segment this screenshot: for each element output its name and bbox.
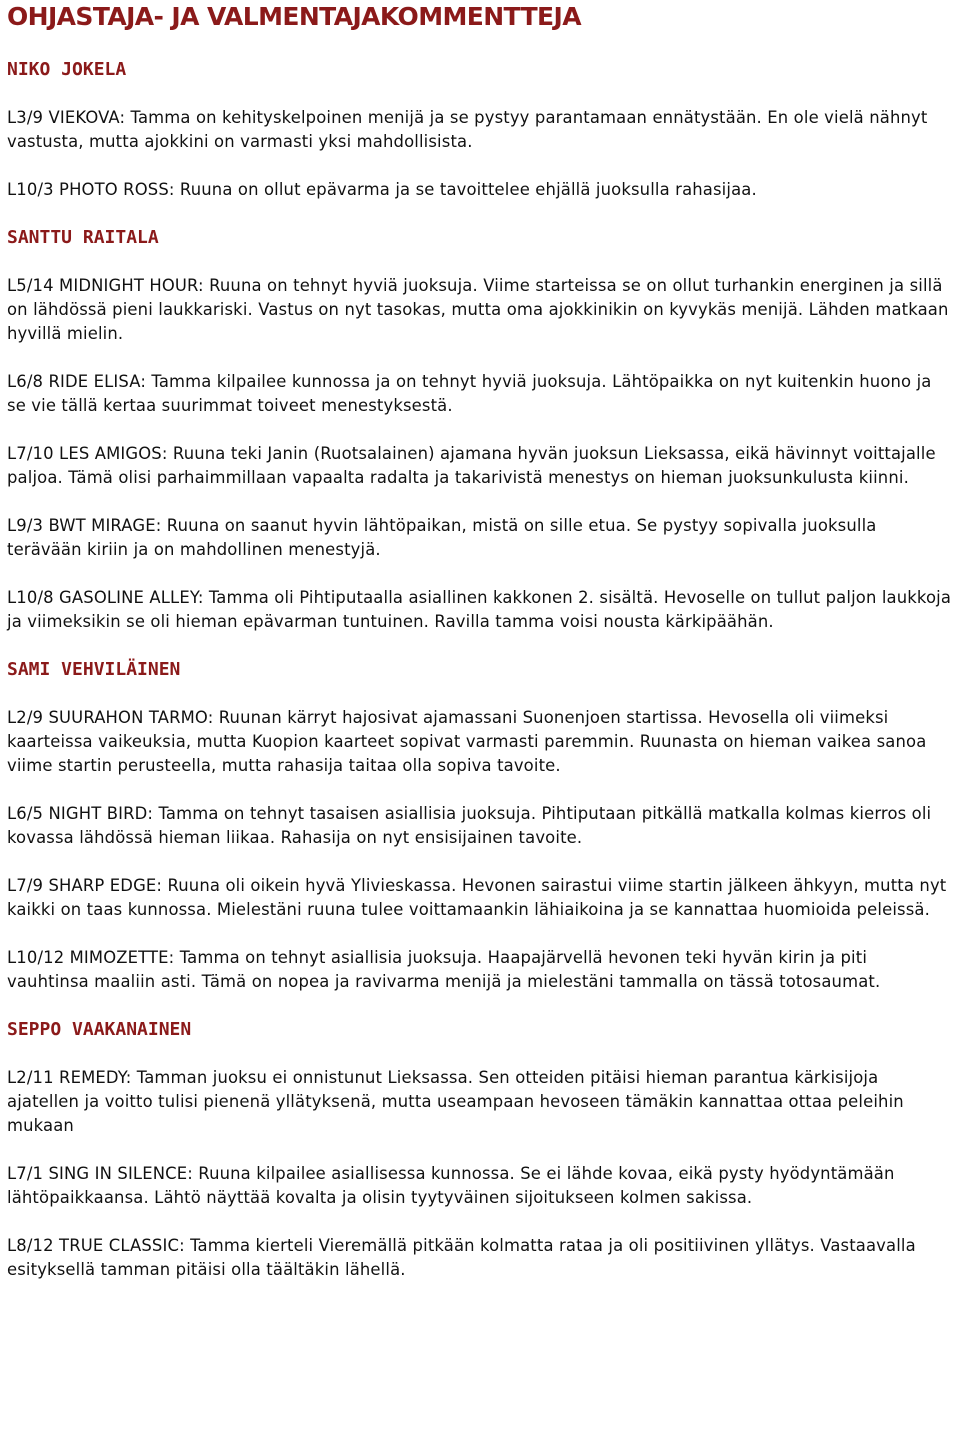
- horse-label: L7/10 LES AMIGOS:: [7, 444, 168, 463]
- horse-label: L5/14 MIDNIGHT HOUR:: [7, 276, 204, 295]
- comment-text: Tamma on tehnyt tasaisen asiallisia juoksuja. Pihtiputaan pitkällä matkalla kolmas kierros oli kovassa lähdössä hieman liikaa. Rahasija on nyt ensisijainen tavoite.: [7, 804, 932, 847]
- page-title: OHJASTAJA- JA VALMENTAJAKOMMENTTEJA: [7, 2, 581, 31]
- horse-label: L8/12 TRUE CLASSIC:: [7, 1236, 185, 1255]
- comment-text: Ruuna on saanut hyvin lähtöpaikan, mistä on sille etua. Se pystyy sopivalla juoksulla terävään kiriin ja on mahdollinen menestyjä.: [7, 516, 877, 559]
- comment-text: Tamma on tehnyt asiallisia juoksuja. Haapajärvellä hevonen teki hyvän kirin ja piti vauhtinsa maaliin asti. Tämä on nopea ja ravivarma menijä ja mielestäni tammalla on tässä totosaumat.: [7, 948, 881, 991]
- comment-paragraph: [7, 874, 953, 922]
- comment-paragraph: [7, 946, 953, 994]
- comment-text: Tamman juoksu ei onnistunut Lieksassa. Sen otteiden pitäisi hieman parantua kärkisijoja ajatellen ja voitto tulisi pienenä yllätyksenä, mutta useampaan hevoseen tämäkin kannattaa ottaa peleihin mukaan: [7, 1068, 904, 1135]
- horse-label: L9/3 BWT MIRAGE:: [7, 516, 162, 535]
- comment-text: Tamma oli Pihtiputaalla asiallinen kakkonen 2. sisältä. Hevoselle on tullut paljon laukkoja ja viimeksikin se oli hieman epävarman tuntuinen. Ravilla tamma voisi nousta kärkipäähän.: [7, 588, 952, 631]
- horse-label: L7/9 SHARP EDGE:: [7, 876, 163, 895]
- comment-paragraph: [7, 706, 953, 778]
- comment-text: Tamma on kehityskelpoinen menijä ja se pystyy parantamaan ennätystään. En ole vielä nähnyt vastusta, mutta ajokkini on varmasti yksi mahdollisista.: [7, 108, 928, 151]
- comment-text: Ruuna teki Janin (Ruotsalainen) ajamana hyvän juoksun Lieksassa, eikä hävinnyt voittajalle paljoa. Tämä olisi parhaimmillaan vapaalta radalta ja takarivistä menestys on hieman juoksunkulusta kiinni.: [7, 444, 936, 487]
- horse-label: L6/5 NIGHT BIRD:: [7, 804, 154, 823]
- horse-label: L10/8 GASOLINE ALLEY:: [7, 588, 204, 607]
- comment-paragraph: [7, 442, 953, 490]
- section-heading: SEPPO VAAKANAINEN: [7, 1019, 192, 1040]
- comment-paragraph: [7, 1234, 953, 1282]
- section-heading: SAMI VEHVILÄINEN: [7, 659, 181, 680]
- comment-text: Ruuna oli oikein hyvä Ylivieskassa. Hevonen sairastui viime startin jälkeen ähkyyn, mutta nyt kaikki on taas kunnossa. Mielestäni ruuna tulee voittamaankin lähiaikoina ja se kannattaa huomioida peleissä.: [7, 876, 947, 919]
- comment-text: Tamma kierteli Vieremällä pitkään kolmatta rataa ja oli positiivinen yllätys. Vastaavalla esityksellä tamman pitäisi olla täältäkin lähellä.: [7, 1236, 916, 1279]
- comments-content: [7, 58, 953, 1306]
- comment-paragraph: [7, 586, 953, 634]
- horse-label: L2/11 REMEDY:: [7, 1068, 132, 1087]
- comment-paragraph: [7, 106, 953, 154]
- comment-paragraph: [7, 1066, 953, 1138]
- comment-text: Ruunan kärryt hajosivat ajamassani Suonenjoen startissa. Hevosella oli viimeksi kaarteissa vaikeuksia, mutta Kuopion kaarteet sopivat varmasti paremmin. Ruunasta on hieman vaikea sanoa viime startin perusteella, mutta rahasija taitaa olla sopiva tavoite.: [7, 708, 927, 775]
- section-heading: NIKO JOKELA: [7, 59, 127, 80]
- horse-label: L6/8 RIDE ELISA:: [7, 372, 147, 391]
- section-heading: SANTTU RAITALA: [7, 227, 159, 248]
- comment-paragraph: [7, 178, 953, 202]
- comment-paragraph: [7, 274, 953, 346]
- comment-text: Ruuna on ollut epävarma ja se tavoittelee ehjällä juoksulla rahasijaa.: [174, 180, 757, 199]
- horse-label: L10/12 MIMOZETTE:: [7, 948, 175, 967]
- horse-label: L7/1 SING IN SILENCE:: [7, 1164, 193, 1183]
- comment-text: Ruuna on tehnyt hyviä juoksuja. Viime starteissa se on ollut turhankin energinen ja sillä on lähdössä pieni laukkariski. Vastus on nyt tasokas, mutta oma ajokkinikin on kyvykäs menijä. Lähden matkaan hyvillä mielin.: [7, 276, 949, 343]
- comment-paragraph: [7, 1162, 953, 1210]
- horse-label: L10/3 PHOTO ROSS:: [7, 180, 175, 199]
- comment-text: Ruuna kilpailee asiallisessa kunnossa. Se ei lähde kovaa, eikä pysty hyödyntämään lähtöpaikkaansa. Lähtö näyttää kovalta ja olisin tyytyväinen sijoitukseen kolmen sakissa.: [7, 1164, 895, 1207]
- horse-label: L3/9 VIEKOVA:: [7, 108, 126, 127]
- comment-text: Tamma kilpailee kunnossa ja on tehnyt hyviä juoksuja. Lähtöpaikka on nyt kuitenkin huono ja se vie tällä kertaa suurimmat toiveet menestyksestä.: [7, 372, 932, 415]
- comment-paragraph: [7, 370, 953, 418]
- horse-label: L2/9 SUURAHON TARMO:: [7, 708, 214, 727]
- comment-paragraph: [7, 802, 953, 850]
- comment-paragraph: [7, 514, 953, 562]
